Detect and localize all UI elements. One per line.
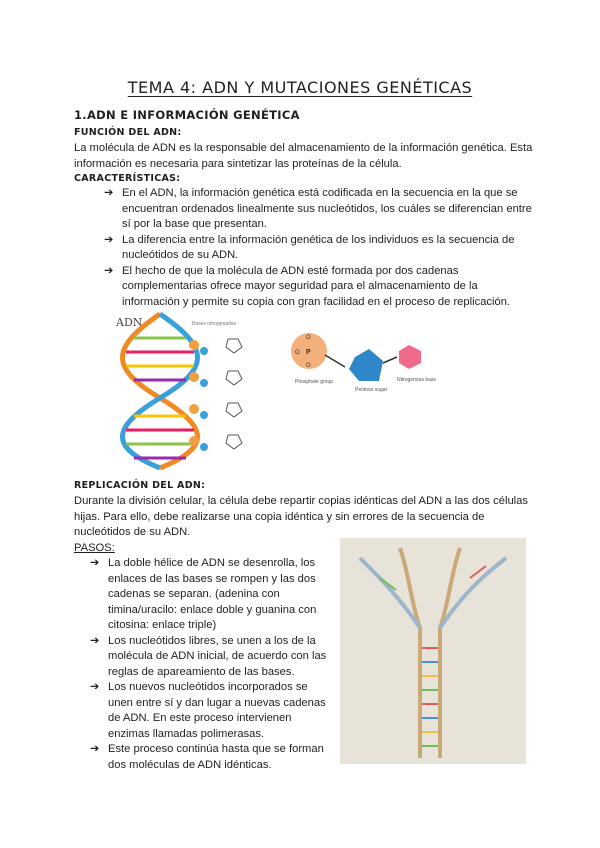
nucleotide-figure bbox=[285, 325, 437, 405]
base-label: Nitrogenous base bbox=[397, 377, 437, 383]
phosphate-label: Phosphate group bbox=[295, 379, 334, 385]
dna-label: ADN bbox=[116, 316, 143, 329]
list-item: ➔ Los nucleótidos libres, se unen a los de la molécula de ADN inicial, de acuerdo con las reglas de apareamiento de las bases. bbox=[90, 634, 327, 678]
characteristics-heading: CARACTERÍSTICAS: bbox=[74, 173, 181, 184]
steps-list bbox=[86, 556, 332, 773]
list-item: ➔ El hecho de que la molécula de ADN esté formada por dos cadenas complementarias ofrece mayor seguridad para el almacenamiento de la información y permite su copia con gran facilidad en el proceso de replicación. bbox=[104, 264, 511, 308]
steps-label: PASOS: bbox=[74, 542, 115, 554]
replication-heading: REPLICACIÓN DEL ADN: bbox=[74, 480, 206, 491]
list-item: ➔ La diferencia entre la información genética de los individuos es la secuencia de nucleótidos de su ADN. bbox=[104, 233, 515, 261]
arrow-icon: ➔ bbox=[90, 681, 100, 693]
replication-paragraph: Durante la división celular, la célula debe repartir copias idénticas del ADN a las dos células hijas. Para ello, debe realizarse una copia idéntica y sin errores de la secuencia de nucleótidos de su ADN. bbox=[74, 495, 528, 538]
section-heading: 1.ADN E INFORMACIÓN GENÉTICA bbox=[74, 108, 300, 122]
function-heading: FUNCIÓN DEL ADN: bbox=[74, 127, 182, 138]
arrow-icon: ➔ bbox=[104, 264, 114, 277]
list-item: ➔ Este proceso continúa hasta que se forman dos moléculas de ADN idénticas. bbox=[90, 743, 324, 771]
pentose-sugar-shape bbox=[349, 349, 383, 381]
svg-text:P: P bbox=[306, 349, 311, 356]
nitrogenous-bases-figure bbox=[180, 315, 262, 465]
arrow-icon: ➔ bbox=[90, 634, 100, 647]
svg-text:O: O bbox=[306, 335, 311, 341]
characteristics-list bbox=[100, 186, 532, 310]
sugar-label: Pentose sugar bbox=[355, 387, 388, 393]
arrow-icon: ➔ bbox=[104, 187, 114, 199]
svg-text:O: O bbox=[306, 363, 311, 369]
function-paragraph: La molécula de ADN es la responsable del almacenamiento de la información genética. Esta información es necesaria para sintetizar las proteínas de la célula. bbox=[74, 142, 533, 170]
arrow-icon: ➔ bbox=[104, 233, 114, 246]
replication-figure bbox=[340, 538, 526, 764]
nitrogenous-base-shape bbox=[399, 345, 421, 369]
svg-text:O: O bbox=[295, 350, 300, 356]
arrow-icon: ➔ bbox=[90, 557, 100, 569]
bases-caption: Bases nitrogenadas bbox=[192, 321, 237, 327]
list-item: ➔ En el ADN, la información genética está codificada en la secuencia en la que se encuentran ordenados linealmente sus nucleótidos, los cuáles se diferencian entre sí por la base que presentan. bbox=[104, 187, 532, 230]
list-item: ➔ La doble hélice de ADN se desenrolla, los enlaces de las bases se rompen y las dos cadenas se separan. (adenina con timina/uracilo: enlace doble y guanina con citosina: enlace triple) bbox=[90, 557, 317, 631]
page-title: TEMA 4: ADN Y MUTACIONES GENÉTICAS bbox=[127, 78, 473, 97]
list-item: ➔ Los nuevos nucleótidos incorporados se unen entre sí y dan lugar a nuevas cadenas de ADN. En este proceso intervienen enzimas llamadas polimerasas. bbox=[90, 681, 326, 740]
arrow-icon: ➔ bbox=[90, 743, 100, 755]
